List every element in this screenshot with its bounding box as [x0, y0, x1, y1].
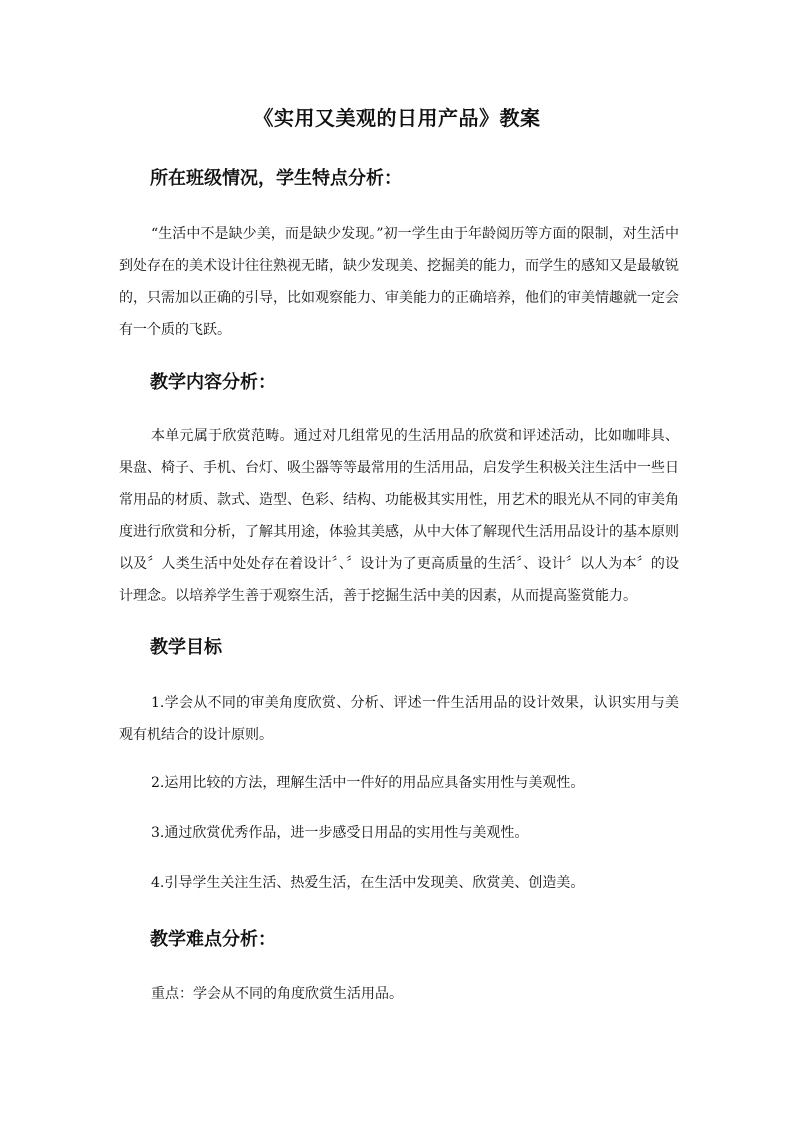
section-heading-teaching-goals: 教学目标	[150, 637, 222, 658]
paragraph-key-point: 重点：学会从不同的角度欣赏生活用品。	[151, 986, 403, 1002]
goal-item-4: 4.引导学生关注生活、热爱生活，在生活中发现美、欣赏美、创造美。	[151, 875, 585, 891]
document-title: 《实用又美观的日用产品》教案	[253, 106, 541, 130]
goal-item-2: 2.运用比较的方法，理解生活中一件好的用品应具备实用性与美观性。	[151, 775, 585, 791]
goal-item-1: 1.学会从不同的审美角度欣赏、分析、评述一件生活用品的设计效果，认识实用与美观有机结合的设计原则。	[119, 695, 679, 743]
section-heading-content-analysis: 教学内容分析：	[150, 372, 276, 393]
paragraph-content-analysis: 本单元属于欣赏范畴。通过对几组常见的生活用品的欣赏和评述活动，比如咖啡具、果盘、椅子、手机、台灯、吸尘器等等最常用的生活用品，启发学生积极关注生活中一些日常用品的材质、款式、造型、色彩、结构、功能极其实用性，用艺术的眼光从不同的审美角度进行欣赏和分析，了解其用途，体验其美感，从中大体了解现代生活用品设计的基本原则以及〞人类生活中处处存在着设计〞、〞设计为了更高质量的生活〞、设计〞以人为本〞的设计理念。以培养学生善于观察生活，善于挖掘生活中美的因素，从而提高鉴赏能力。	[119, 428, 679, 604]
goal-item-3: 3.通过欣赏优秀作品，进一步感受日用品的实用性与美观性。	[151, 825, 529, 841]
section-heading-class-analysis: 所在班级情况，学生特点分析：	[150, 168, 402, 189]
paragraph-class-analysis: “生活中不是缺少美，而是缺少发现。”初一学生由于年龄阅历等方面的限制，对生活中到处存在的美术设计往往熟视无睹，缺少发现美、挖掘美的能力，而学生的感知又是最敏锐的，只需加以正确的引导，比如观察能力、审美能力的正确培养，他们的审美情趣就一定会有一个质的飞跃。	[119, 226, 679, 338]
section-heading-difficulty-analysis: 教学难点分析：	[150, 929, 276, 950]
